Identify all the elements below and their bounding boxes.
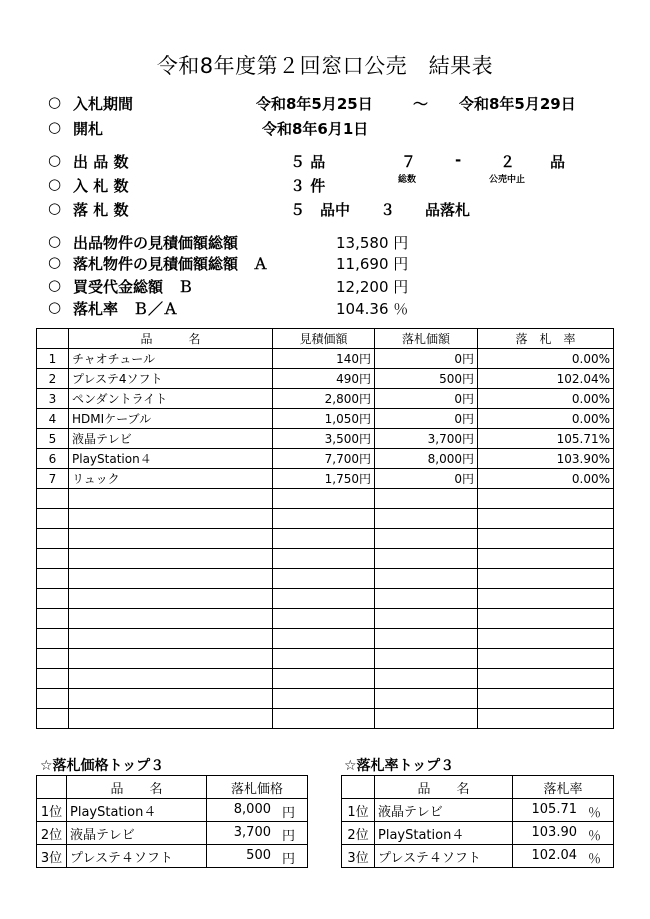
item-name: プレステ４ソフト — [375, 845, 513, 868]
estimate-price — [273, 509, 375, 529]
est-total-value: 13,580 円 — [336, 234, 409, 252]
unit: ％ — [587, 852, 601, 867]
estimate-price — [273, 489, 375, 509]
item-name: HDMIケーブル — [69, 409, 273, 429]
header-estimate: 見積価額 — [273, 329, 375, 349]
rank: 3位 — [37, 845, 67, 868]
rank: 2位 — [37, 822, 67, 845]
purchase-total-value: 12,200 円 — [336, 278, 409, 296]
bullet: ○ — [48, 118, 62, 136]
item-name — [69, 549, 273, 569]
estimate-price — [273, 709, 375, 729]
row-number: 3 — [37, 389, 69, 409]
row-number: 5 — [37, 429, 69, 449]
bid-price: 0円 — [375, 469, 478, 489]
bid-rate — [478, 529, 614, 549]
header-rank — [37, 776, 67, 799]
row-number — [37, 709, 69, 729]
header-price: 落札価格 — [207, 776, 308, 799]
item-name — [69, 509, 273, 529]
est-total-label: 出品物件の見積価額総額 — [73, 234, 239, 252]
table-row — [37, 845, 308, 868]
header-name: 品 名 — [67, 776, 207, 799]
row-number: 4 — [37, 409, 69, 429]
awarded-est-label: 落札物件の見積価額総額 Ａ — [73, 255, 269, 273]
estimate-price — [273, 629, 375, 649]
estimate-price — [273, 609, 375, 629]
value: 500 — [246, 848, 271, 863]
bid-rate — [478, 649, 614, 669]
bid-period-label: 入札期間 — [73, 95, 134, 113]
estimate-price — [273, 669, 375, 689]
bid-price — [375, 509, 478, 529]
estimate-price: 140円 — [273, 349, 375, 369]
table-header-row — [37, 776, 308, 799]
awarded-label: 落 札 数 — [73, 201, 129, 219]
header-rate: 落 札 率 — [478, 329, 614, 349]
estimate-price — [273, 549, 375, 569]
bid-price — [375, 629, 478, 649]
bid-price — [375, 649, 478, 669]
row-number: 1 — [37, 349, 69, 369]
item-name: PlayStation４ — [69, 449, 273, 469]
estimate-price — [273, 569, 375, 589]
table-row — [37, 529, 614, 549]
bid-rate — [478, 609, 614, 629]
table-row — [37, 569, 614, 589]
bids-value: ３ 件 — [290, 177, 326, 195]
results-table — [36, 328, 614, 729]
table-row — [37, 649, 614, 669]
estimate-price — [273, 689, 375, 709]
bids-label: 入 札 数 — [73, 177, 129, 195]
item-name — [69, 649, 273, 669]
rank: 2位 — [342, 822, 375, 845]
row-number: 2 — [37, 369, 69, 389]
bid-price: 8,000円 — [375, 449, 478, 469]
item-name — [69, 689, 273, 709]
awarded-est-value: 11,690 円 — [336, 255, 409, 273]
table-row — [342, 845, 614, 868]
table-row — [37, 369, 614, 389]
value: 105.71 — [531, 802, 577, 817]
rank: 1位 — [37, 799, 67, 822]
table-row — [37, 822, 308, 845]
bid-rate: 105.71% — [478, 429, 614, 449]
row-number: 6 — [37, 449, 69, 469]
bid-rate — [478, 669, 614, 689]
row-number — [37, 589, 69, 609]
estimate-price: 1,050円 — [273, 409, 375, 429]
item-name — [69, 529, 273, 549]
table-row — [37, 449, 614, 469]
row-number — [37, 549, 69, 569]
value: 8,000 — [233, 802, 271, 817]
top-price-heading: ☆落札価格トップ３ — [40, 758, 165, 774]
item-name — [69, 669, 273, 689]
unit: 円 — [281, 852, 295, 867]
bid-rate: 0.00% — [478, 349, 614, 369]
table-row — [37, 389, 614, 409]
bid-price: 3,700円 — [375, 429, 478, 449]
table-row — [37, 669, 614, 689]
bid-rate — [478, 569, 614, 589]
row-number — [37, 609, 69, 629]
opening-date: 令和8年6月1日 — [262, 120, 369, 138]
top-rate-heading: ☆落札率トップ３ — [344, 758, 455, 774]
value: 103.90 — [531, 825, 577, 840]
bid-rate — [478, 689, 614, 709]
bid-price: 500円 — [375, 369, 478, 389]
bid-rate — [478, 709, 614, 729]
unit: 円 — [281, 806, 295, 821]
awarded-value: ５ 品中 ３ 品落札 — [290, 201, 471, 219]
items-minus: - — [455, 151, 462, 169]
table-row — [37, 549, 614, 569]
bid-rate: 0.00% — [478, 409, 614, 429]
bullet: ○ — [48, 298, 62, 316]
row-number — [37, 569, 69, 589]
table-row — [37, 629, 614, 649]
estimate-price: 490円 — [273, 369, 375, 389]
unit: ％ — [587, 829, 601, 844]
items-total: ７ — [401, 153, 417, 171]
table-row — [342, 822, 614, 845]
item-name — [69, 569, 273, 589]
item-name: プレステ４ソフト — [67, 845, 207, 868]
bid-rate — [478, 629, 614, 649]
item-name: PlayStation４ — [375, 822, 513, 845]
estimate-price: 2,800円 — [273, 389, 375, 409]
header-name: 品 名 — [69, 329, 273, 349]
table-row — [37, 689, 614, 709]
bullet: ○ — [48, 175, 62, 193]
item-name: プレステ4ソフト — [69, 369, 273, 389]
value-cell — [207, 799, 308, 822]
bullet: ○ — [48, 93, 62, 111]
bid-price — [375, 489, 478, 509]
bid-rate — [478, 509, 614, 529]
table-header-row — [342, 776, 614, 799]
bid-rate: 0.00% — [478, 389, 614, 409]
rate-value: 104.36 ％ — [336, 300, 409, 318]
row-number — [37, 529, 69, 549]
estimate-price: 7,700円 — [273, 449, 375, 469]
bid-price: 0円 — [375, 389, 478, 409]
bid-period-start: 令和8年5月25日 — [256, 95, 373, 113]
bullet: ○ — [48, 232, 62, 250]
value-cell — [207, 822, 308, 845]
bid-price — [375, 689, 478, 709]
items-total-note: 総数 — [398, 175, 417, 185]
item-name — [69, 709, 273, 729]
table-row — [37, 349, 614, 369]
header-name: 品 名 — [375, 776, 513, 799]
bid-rate — [478, 489, 614, 509]
item-name: チャオチュール — [69, 349, 273, 369]
value: 102.04 — [531, 848, 577, 863]
bid-price — [375, 709, 478, 729]
bid-price — [375, 569, 478, 589]
header-rank — [342, 776, 375, 799]
estimate-price — [273, 589, 375, 609]
bid-rate — [478, 589, 614, 609]
bid-price: 0円 — [375, 409, 478, 429]
top-rate-table — [341, 775, 614, 868]
table-row — [37, 409, 614, 429]
bullet: ○ — [48, 276, 62, 294]
header-bid: 落札価額 — [375, 329, 478, 349]
header-rate: 落札率 — [513, 776, 614, 799]
row-number — [37, 629, 69, 649]
unit: ％ — [587, 806, 601, 821]
table-row — [37, 589, 614, 609]
item-name: 液晶テレビ — [69, 429, 273, 449]
unit: 円 — [281, 829, 295, 844]
value-cell — [513, 822, 614, 845]
table-row — [37, 609, 614, 629]
bid-price — [375, 589, 478, 609]
value: 3,700 — [233, 825, 271, 840]
estimate-price: 1,750円 — [273, 469, 375, 489]
page-title: 令和8年度第２回窓口公売 結果表 — [156, 54, 494, 78]
row-number — [37, 489, 69, 509]
bid-price — [375, 609, 478, 629]
bid-rate: 102.04% — [478, 369, 614, 389]
bid-price — [375, 529, 478, 549]
table-row — [37, 489, 614, 509]
item-name: 液晶テレビ — [375, 799, 513, 822]
bid-price — [375, 669, 478, 689]
item-name — [69, 489, 273, 509]
item-name: ペンダントライト — [69, 389, 273, 409]
item-name — [69, 629, 273, 649]
items-unit: 品 — [550, 153, 566, 171]
bid-period-sep: ～ — [413, 95, 429, 113]
opening-label: 開札 — [73, 120, 104, 138]
bullet: ○ — [48, 199, 62, 217]
purchase-total-label: 買受代金総額 Ｂ — [73, 278, 194, 296]
top-price-table — [36, 775, 308, 868]
item-name — [69, 609, 273, 629]
item-name — [69, 589, 273, 609]
row-number — [37, 669, 69, 689]
bid-price: 0円 — [375, 349, 478, 369]
row-number — [37, 649, 69, 669]
header-no — [37, 329, 69, 349]
items-label: 出 品 数 — [73, 153, 129, 171]
table-row — [37, 709, 614, 729]
bid-price — [375, 549, 478, 569]
item-name: 液晶テレビ — [67, 822, 207, 845]
row-number: 7 — [37, 469, 69, 489]
value-cell — [513, 845, 614, 868]
bullet: ○ — [48, 253, 62, 271]
estimate-price — [273, 529, 375, 549]
rank: 1位 — [342, 799, 375, 822]
value-cell — [207, 845, 308, 868]
value-cell — [513, 799, 614, 822]
bid-rate — [478, 549, 614, 569]
row-number — [37, 689, 69, 709]
table-row — [37, 509, 614, 529]
row-number — [37, 509, 69, 529]
bullet: ○ — [48, 151, 62, 169]
table-row — [342, 799, 614, 822]
item-name: リュック — [69, 469, 273, 489]
item-name: PlayStation４ — [67, 799, 207, 822]
rate-label: 落札率 Ｂ／Ａ — [73, 300, 179, 318]
rank: 3位 — [342, 845, 375, 868]
estimate-price — [273, 649, 375, 669]
table-row — [37, 469, 614, 489]
bid-period-end: 令和8年5月29日 — [459, 95, 576, 113]
table-row — [37, 799, 308, 822]
items-cancelled: ２ — [500, 153, 516, 171]
items-value: ５ 品 — [290, 153, 326, 171]
table-row — [37, 429, 614, 449]
bid-rate: 0.00% — [478, 469, 614, 489]
estimate-price: 3,500円 — [273, 429, 375, 449]
bid-rate: 103.90% — [478, 449, 614, 469]
table-header-row — [37, 329, 614, 349]
items-cancelled-note: 公売中止 — [489, 175, 526, 185]
